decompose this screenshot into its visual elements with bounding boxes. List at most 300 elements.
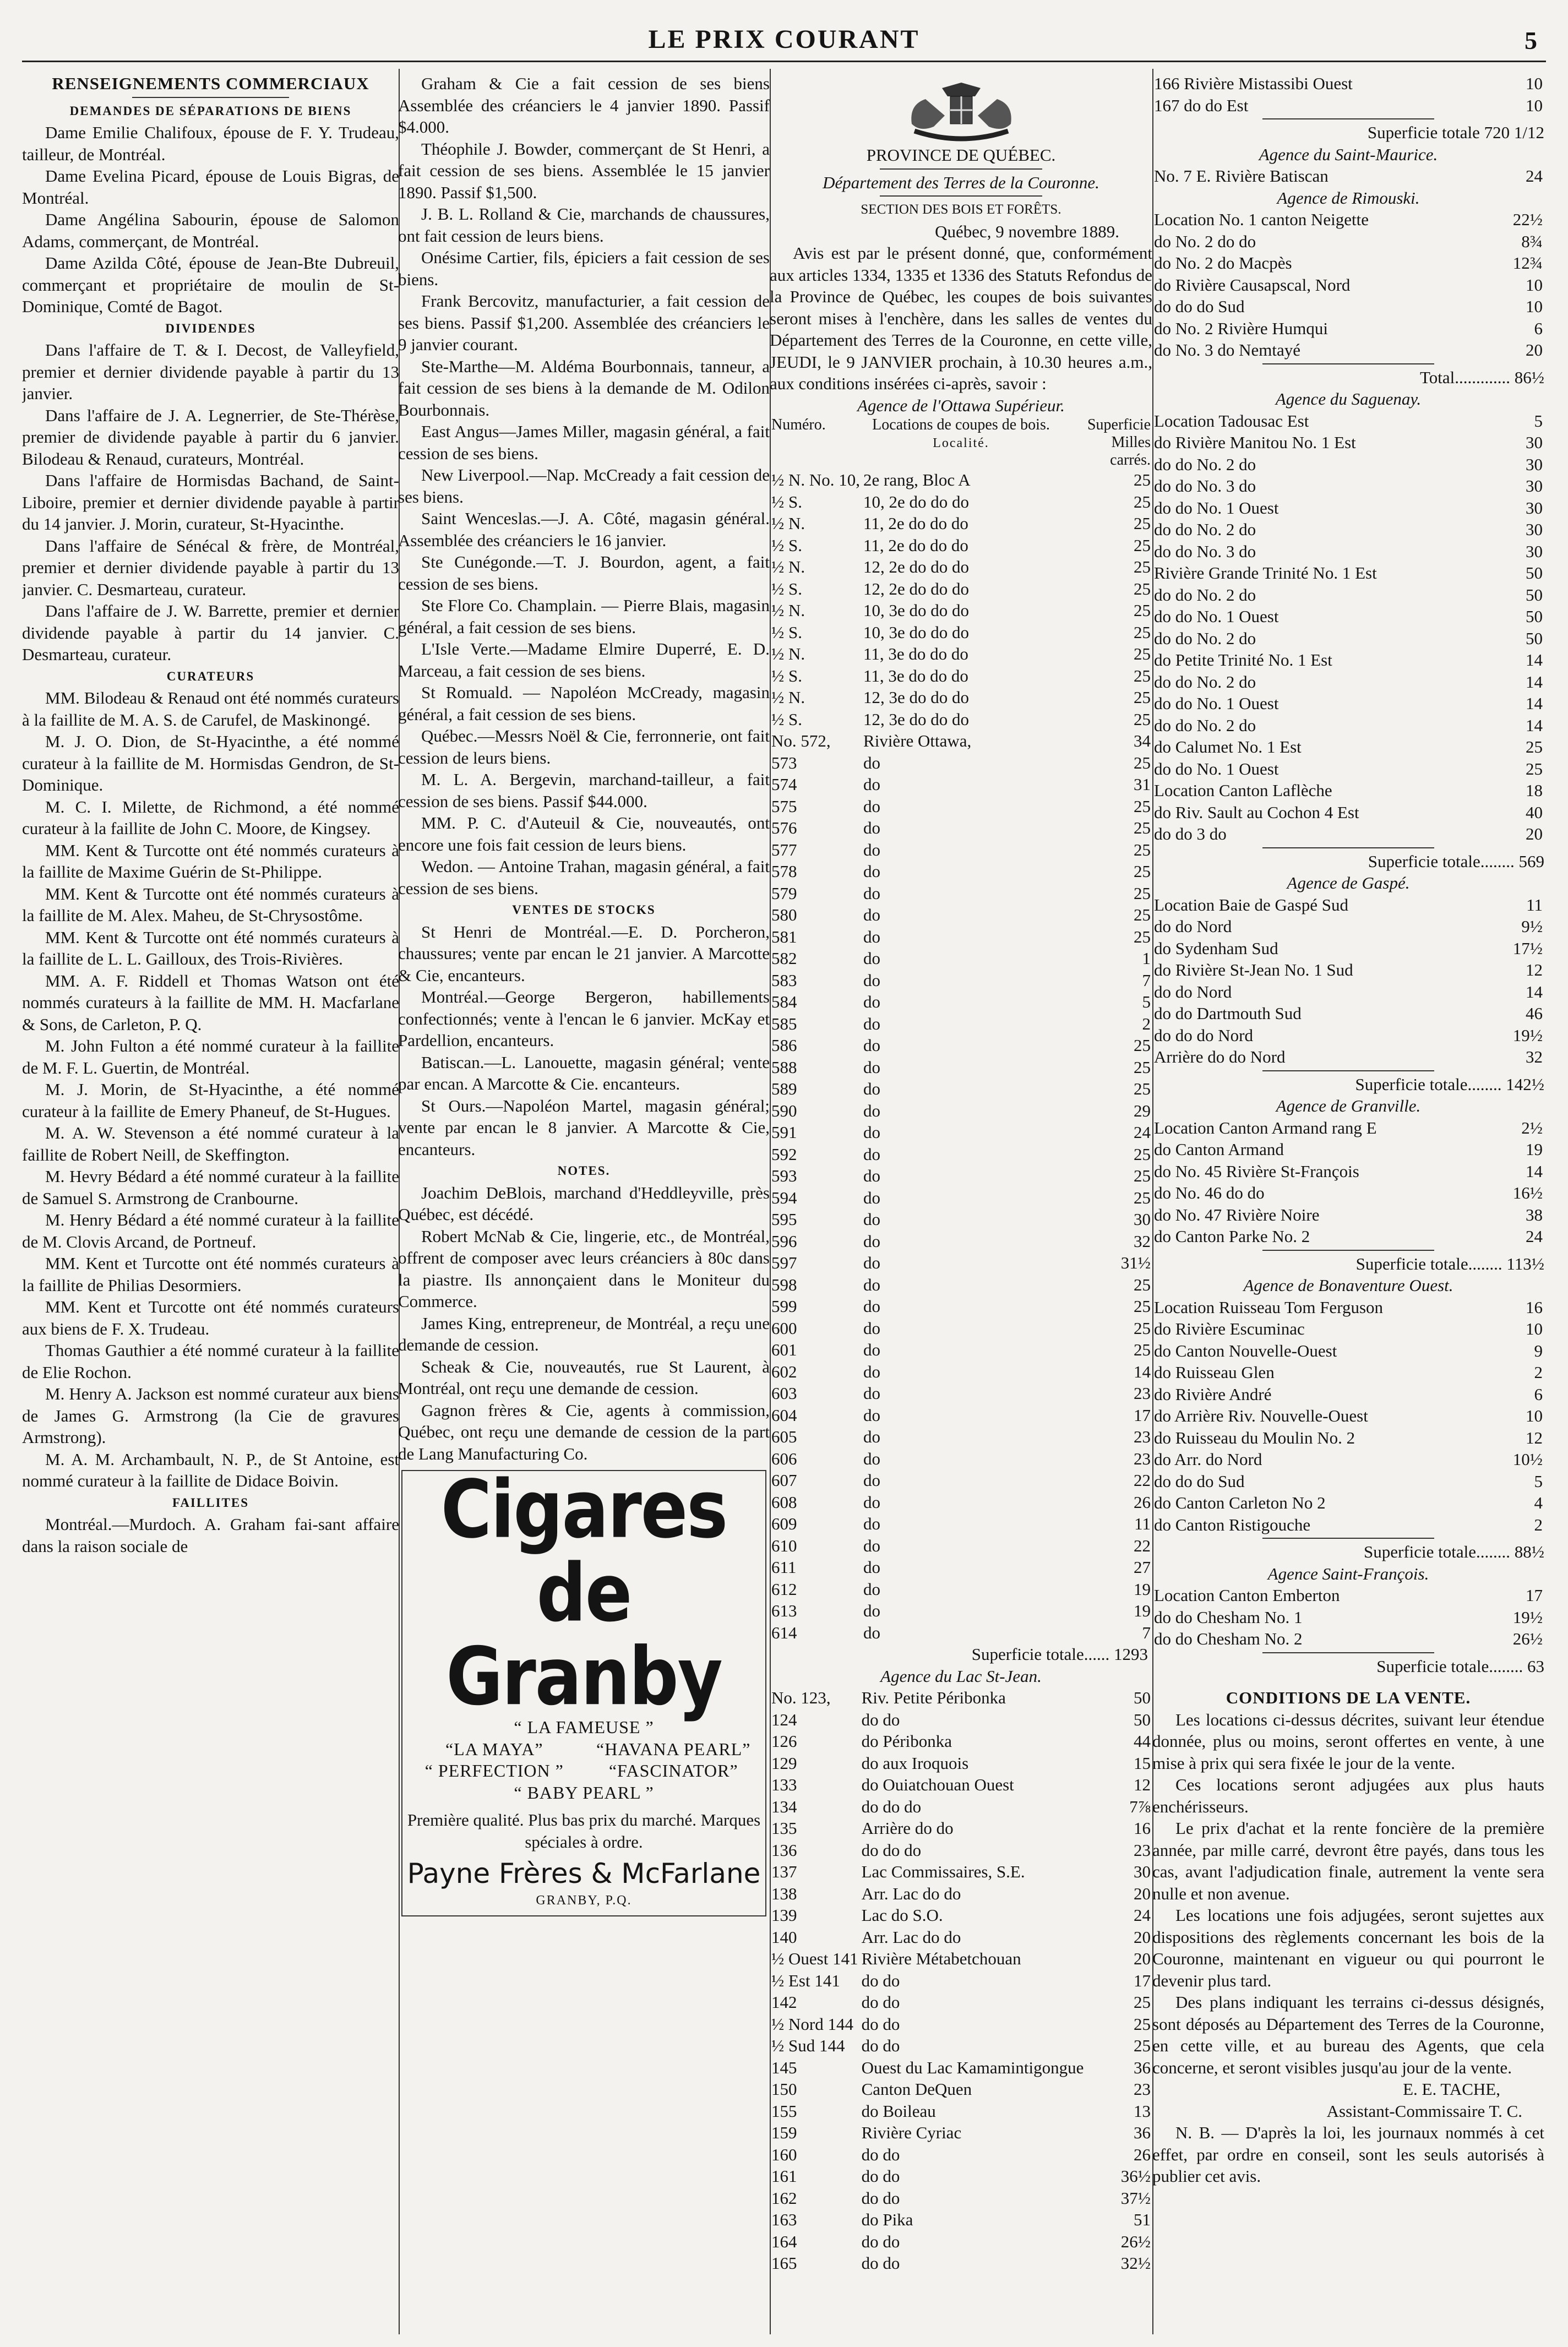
table-row: [1152, 628, 1544, 650]
table-cell: 22: [1134, 1471, 1151, 1490]
table-cell: 30: [1526, 433, 1543, 452]
table-row: [770, 1143, 1152, 1166]
separation-entry: Dame Evelina Picard, épouse de Louis Bigras, de Montréal.: [22, 166, 399, 208]
nb-text: N. B. — D'après la loi, les journaux nommés à cet effet, par ordre en conseil, sont les seuls autorisés à publier cet avis.: [1152, 2123, 1544, 2186]
table-cell: 164: [771, 2231, 797, 2251]
table-row: [1152, 1362, 1544, 1384]
table-row: [770, 1709, 1152, 1731]
dividend-entry: Dans l'affaire de Hormisdas Bachand, de Saint-Liboire, premier et dernier dividende payable à partir du 14 janvier. J. Morin, curateur, St-Hyacinthe.: [22, 471, 399, 533]
table-cell: 23: [1134, 1427, 1151, 1446]
table-cell: do Arrière Riv. Nouvelle-Ouest: [1154, 1406, 1368, 1425]
curator-entry: MM. Kent & Turcotte ont été nommés curateurs à la faillite de L. L. Gailloux, des Trois-Rivières.: [22, 927, 399, 968]
bonaventure-table: [1152, 1297, 1544, 1536]
table-cell: 19½: [1512, 1025, 1543, 1045]
notice-text: Avis est par le présent donné, que, conformément aux articles 1334, 1335 et 1336 des Statuts Refondus de la Province de Québec, les coupes de bois suivantes seront mises à l'enchère, dans les salles de ventes du Département des Terres de la Couronne, en cette ville, JEUDI, le 9 JANVIER prochain, à 10.30 heures a.m., aux conditions insérées ci-après, savoir :: [770, 243, 1152, 393]
table-row: [770, 578, 1152, 600]
table-row: [770, 1382, 1152, 1404]
curators-list: [22, 687, 399, 1492]
table-cell: do: [863, 840, 881, 859]
table-header: [770, 416, 1152, 469]
table-cell: do do No. 2 do: [1154, 585, 1256, 605]
stock-sale-entry: Montréal.—George Bergeron, habillements confectionnés; vente à l'encan le 6 janvier. McKay et Pardellion, encanteurs.: [398, 987, 770, 1050]
table-cell: Rivière Cyriac: [861, 2123, 962, 2142]
granville-table: [1152, 1117, 1544, 1248]
table-cell: 26½: [1120, 2231, 1151, 2251]
curator-entry: M. Hevry Bédard a été nommé curateur à la faillite de Samuel S. Armstrong de Cranbourne.: [22, 1167, 399, 1208]
table-cell: do Pika: [861, 2210, 913, 2229]
table-cell: do: [863, 1057, 881, 1077]
table-cell: do: [863, 862, 881, 881]
table-row: [1152, 938, 1544, 960]
table-cell: 25: [1134, 1188, 1151, 1207]
table-row: [1152, 1003, 1544, 1025]
table-row: [770, 774, 1152, 796]
table-row: [770, 1165, 1152, 1187]
table-cell: do: [863, 1166, 881, 1185]
condition-entry: Des plans indiquant les terrains ci-dessus désignés, sont déposés au Département des Terres de la Couronne, en cette ville, et au bureau des Agents, que cela concerne, et seront visibles jusqu'au jour de la vente.: [1152, 1992, 1544, 2077]
table-cell: 11, 2e do do do: [863, 514, 968, 533]
cigar-advertisement: [401, 1463, 766, 1916]
table-cell: do do No. 2 do: [1154, 454, 1256, 474]
table-cell: do: [863, 949, 881, 968]
table-cell: 14: [1134, 1362, 1151, 1381]
table-cell: 23: [1134, 1840, 1151, 1860]
table-cell: do: [863, 1558, 881, 1577]
table-cell: 20: [1134, 1927, 1151, 1947]
table-cell: 14: [1526, 650, 1543, 669]
table-cell: do Boileau: [861, 2101, 936, 2121]
table-row: [770, 1187, 1152, 1209]
ottawa-table: [770, 469, 1152, 1643]
table-cell: do: [863, 1144, 881, 1164]
table-cell: 11: [1134, 1514, 1151, 1533]
table-cell: do do Nord: [1154, 982, 1232, 1001]
table-row: [1152, 959, 1544, 981]
table-cell: ½ Ouest 141: [771, 1949, 858, 1968]
table-row: [1152, 274, 1544, 296]
subsection-heading: VENTES DE STOCKS: [512, 903, 656, 917]
table-cell: do: [863, 1514, 881, 1533]
table-cell: 17½: [1512, 938, 1543, 958]
table-row: [770, 883, 1152, 905]
table-cell: do: [863, 992, 881, 1011]
table-cell: 25: [1134, 492, 1151, 511]
table-cell: 10: [1526, 95, 1543, 115]
divider: [132, 97, 289, 98]
table-cell: 46: [1526, 1004, 1543, 1023]
newspaper-title: LE PRIX COURANT: [648, 25, 920, 54]
table-row: [1152, 1297, 1544, 1319]
table-cell: 610: [771, 1535, 797, 1555]
table-cell: 602: [771, 1362, 797, 1381]
cession-entry: Graham & Cie a fait cession de ses biens Assemblée des créanciers le 4 janvier 1890. Passif $4.000.: [398, 74, 770, 137]
agency-title: Agence du Saguenay.: [1275, 389, 1422, 409]
table-row: [770, 2231, 1152, 2253]
table-cell: do do 3 do: [1154, 824, 1227, 843]
coat-of-arms-icon: [892, 77, 1030, 143]
table-cell: 11, 2e do do do: [863, 535, 968, 555]
table-row: [1152, 519, 1544, 541]
table-row: [1152, 1117, 1544, 1139]
table-row: [770, 1361, 1152, 1383]
table-cell: 12¾: [1512, 253, 1543, 273]
curator-entry: M. Henry A. Jackson est nommé curateur aux biens de James G. Armstrong (la Cie de gravures Armstrong).: [22, 1384, 399, 1447]
table-row: [770, 1861, 1152, 1883]
dividends-list: [22, 339, 399, 666]
table-cell: 25: [1134, 883, 1151, 903]
table-cell: ½ S.: [771, 709, 802, 729]
table-row: [770, 2078, 1152, 2100]
table-cell: 24: [1526, 166, 1543, 186]
failures-list: [22, 1513, 399, 1557]
cession-entry: Saint Wenceslas.—J. A. Côté, magasin général. Assemblée des créanciers le 16 janvier.: [398, 509, 770, 550]
table-row: [770, 2100, 1152, 2122]
dividend-entry: Dans l'affaire de J. W. Barrette, premier et dernier dividende payable à partir du 14 janvier. C. Desmarteau, curateur.: [22, 601, 399, 664]
table-cell: do: [863, 753, 881, 772]
curator-entry: M. J. Morin, de St-Hyacinthe, a été nommé curateur à la faillite de Emery Phaneuf, de St-Hugues.: [22, 1080, 399, 1121]
table-row: [770, 2187, 1152, 2209]
table-cell: 25: [1134, 1992, 1151, 2012]
table-row: [770, 1687, 1152, 1709]
table-cell: 155: [771, 2101, 797, 2121]
table-cell: do: [863, 1123, 881, 1142]
agency-title: Agence de Bonaventure Ouest.: [1243, 1276, 1453, 1295]
table-cell: Rivière Métabetchouan: [861, 1949, 1021, 1968]
table-cell: 25: [1134, 514, 1151, 533]
table-cell: 40: [1526, 802, 1543, 822]
table-cell: 12, 3e do do do: [863, 688, 970, 707]
cession-entry: J. B. L. Rolland & Cie, marchands de chaussures, ont fait cession de leurs biens.: [398, 204, 770, 246]
table-cell: 25: [1134, 840, 1151, 859]
table-cell: 24: [1526, 1227, 1543, 1246]
table-cell: do: [863, 883, 881, 903]
table-cell: 37½: [1120, 2188, 1151, 2208]
notes-list: [398, 1182, 770, 1465]
curator-entry: M. J. O. Dion, de St-Hyacinthe, a été nommé curateur à la faillite de M. Hormisdas Gendron, de St-Dominique.: [22, 732, 399, 794]
table-row: [1152, 1427, 1544, 1449]
table-cell: ½ S.: [771, 666, 802, 685]
table-row: [1152, 916, 1544, 938]
conditions-heading: CONDITIONS DE LA VENTE.: [1226, 1688, 1471, 1707]
table-cell: 24: [1134, 1123, 1151, 1142]
table-cell: 25: [1134, 1144, 1151, 1164]
cession-entry: Wedon. — Antoine Trahan, magasin général, a fait cession de ses biens.: [398, 857, 770, 898]
table-row: [770, 2013, 1152, 2035]
table-cell: 167 do do Est: [1154, 95, 1249, 115]
table-row: [770, 643, 1152, 665]
table-cell: 582: [771, 949, 797, 968]
table-cell: 50: [1526, 607, 1543, 626]
table-row: [770, 1057, 1152, 1079]
table-row: [1152, 339, 1544, 361]
agency-title: Agence Saint-François.: [1267, 1564, 1429, 1583]
table-cell: do do No. 2 do: [1154, 628, 1256, 648]
curator-entry: MM. Kent et Turcotte ont été nommés curateurs aux biens de F. X. Trudeau.: [22, 1297, 399, 1338]
table-cell: 9: [1534, 1341, 1543, 1360]
table-cell: Location Canton Armand rang E: [1154, 1118, 1377, 1137]
table-cell: 12: [1526, 1428, 1543, 1447]
table-cell: 12, 3e do do do: [863, 709, 970, 729]
table-cell: 10: [1526, 74, 1543, 93]
agency-title: Agence de l'Ottawa Supérieur.: [857, 395, 1065, 415]
table-row: [770, 1295, 1152, 1317]
cession-entry: Frank Bercovitz, manufacturier, a fait cession de ses biens. Passif $1,200. Assemblée des créanciers le 9 janvier courant.: [398, 291, 770, 354]
table-row: [770, 1100, 1152, 1122]
column-timber-auction-cont: [1152, 73, 1544, 2335]
table-cell: 166 Rivière Mistassibi Ouest: [1154, 74, 1353, 93]
table-cell: Ouest du Lac Kamamintigongue: [861, 2057, 1084, 2077]
dateline: Québec, 9 novembre 1889.: [935, 221, 1119, 241]
column-notices: [398, 73, 770, 2335]
separation-entry: Dame Azilda Côté, épouse de Jean-Bte Dubreuil, commerçant et propriétaire de moulin de St-Dominique, Comté de Bagot.: [22, 253, 399, 316]
table-cell: do: [863, 1601, 881, 1620]
subsection-heading: FAILLITES: [172, 1495, 249, 1510]
table-cell: 44: [1134, 1731, 1151, 1751]
divider: [1262, 1070, 1434, 1071]
table-cell: 579: [771, 883, 797, 903]
divider: [1262, 1652, 1434, 1653]
table-cell: 138: [771, 1883, 797, 1903]
table-row: [1152, 1161, 1544, 1183]
signer-title: Assistant-Commissaire T. C.: [1326, 2101, 1522, 2121]
table-cell: 16: [1134, 1818, 1151, 1838]
stock-sale-entry: St Henri de Montréal.—E. D. Porcheron, chaussures; vente par encan le 21 janvier. A Marcotte & Cie, encanteurs.: [398, 922, 770, 985]
curator-entry: MM. Kent & Turcotte ont été nommés curateurs à la faillite de Maxime Guérin de St-Philippe.: [22, 840, 399, 881]
table-cell: 25: [1134, 753, 1151, 772]
table-cell: do Rivière André: [1154, 1384, 1272, 1404]
table-cell: 20: [1134, 1949, 1151, 1968]
table-cell: do: [863, 1297, 881, 1316]
table-cell: do do No. 2 do: [1154, 715, 1256, 735]
table-cell: 30: [1134, 1210, 1151, 1229]
table-row: [1152, 1514, 1544, 1536]
table-cell: 577: [771, 840, 797, 859]
table-cell: Rivière Ottawa,: [863, 731, 972, 750]
table-cell: 14: [1526, 982, 1543, 1001]
table-cell: 10: [1526, 275, 1543, 295]
table-cell: No. 123,: [771, 1688, 831, 1707]
note-entry: Gagnon frères & Cie, agents à commission, Québec, ont reçu une demande de cession de la part de Lang Manufacturing Co.: [398, 1400, 770, 1463]
divider: [880, 195, 1042, 197]
table-row: [1152, 1340, 1544, 1362]
table-row: [1152, 1449, 1544, 1471]
table-row: [770, 513, 1152, 535]
table-cell: ½ Sud 144: [771, 2036, 845, 2055]
province-title: PROVINCE DE QUÉBEC.: [866, 145, 1056, 165]
table-cell: 578: [771, 862, 797, 881]
curator-entry: M. C. I. Milette, de Richmond, a été nommé curateur à la faillite de John C. Moore, de Kingsey.: [22, 797, 399, 838]
table-cell: do do Chesham No. 1: [1154, 1607, 1303, 1627]
table-cell: 25: [1134, 796, 1151, 816]
table-cell: 612: [771, 1579, 797, 1599]
table-cell: do: [863, 1622, 881, 1642]
cession-entry: L'Isle Verte.—Madame Elmire Duperré, E. D. Marceau, a fait cession de ses biens.: [398, 639, 770, 680]
table-cell: 25: [1134, 535, 1151, 555]
table-cell: 50: [1134, 1709, 1151, 1729]
table-cell: 10, 2e do do do: [863, 492, 970, 511]
table-cell: 25: [1134, 1036, 1151, 1055]
table-row: [770, 1730, 1152, 1752]
table-cell: do do do: [861, 1840, 922, 1860]
table-cell: 607: [771, 1471, 797, 1490]
table-cell: 10½: [1512, 1450, 1543, 1469]
table-row: [770, 904, 1152, 926]
table-cell: 25: [1134, 1340, 1151, 1359]
table-row: [770, 1578, 1152, 1600]
table-cell: 160: [771, 2144, 797, 2164]
table-row: [1152, 649, 1544, 671]
table-row: [770, 2122, 1152, 2144]
table-row: [770, 1491, 1152, 1513]
table-cell: do aux Iroquois: [861, 1753, 969, 1773]
note-entry: James King, entrepreneur, de Montréal, a reçu une demande de cession.: [398, 1313, 770, 1354]
condition-entry: Les locations ci-dessus décrites, suivant leur étendue donnée, plus ou moins, seront offertes en vente, à une mise à prix qui sera fixée le jour de la vente.: [1152, 1709, 1544, 1773]
cession-entry: M. L. A. Bergevin, marchand-tailleur, a fait cession de ses biens. Passif $44.000.: [398, 770, 770, 811]
total-line: Superficie totale........ 63: [1376, 1656, 1544, 1676]
separation-entry: Dame Emilie Chalifoux, épouse de F. Y. Trudeau, tailleur, de Montréal.: [22, 123, 399, 164]
table-cell: do: [863, 775, 881, 794]
table-cell: 580: [771, 905, 797, 924]
table-cell: 25: [1134, 1297, 1151, 1316]
table-cell: 31: [1134, 775, 1151, 794]
table-row: [770, 1426, 1152, 1448]
table-cell: do do No. 2 do: [1154, 520, 1256, 539]
table-cell: 10, 3e do do do: [863, 622, 970, 642]
table-row: [770, 1622, 1152, 1644]
column-header-area: Superficie Milles carrés.: [1087, 416, 1151, 469]
table-cell: 1: [1142, 949, 1151, 968]
table-row: [1152, 73, 1544, 95]
table-row: [1152, 1405, 1544, 1427]
table-row: [1152, 584, 1544, 606]
table-cell: 574: [771, 775, 797, 794]
table-row: [770, 1796, 1152, 1818]
table-cell: ½ N.: [771, 514, 805, 533]
table-cell: do: [863, 1384, 881, 1403]
table-cell: 129: [771, 1753, 797, 1773]
table-cell: 50: [1526, 585, 1543, 605]
table-row: [1152, 410, 1544, 432]
divider: [1262, 847, 1434, 848]
table-row: [770, 1600, 1152, 1622]
table-cell: do do do: [861, 1796, 922, 1816]
table-cell: do do No. 3 do: [1154, 541, 1256, 561]
table-cell: 26: [1134, 2144, 1151, 2164]
table-cell: 19½: [1512, 1607, 1543, 1627]
table-cell: 25: [1526, 737, 1543, 756]
table-cell: 16½: [1512, 1183, 1543, 1202]
separations-list: [22, 122, 399, 318]
table-cell: do: [863, 1449, 881, 1468]
table-row: [770, 1774, 1152, 1796]
table-cell: do do: [861, 2253, 900, 2273]
table-cell: 140: [771, 1927, 797, 1947]
table-cell: 583: [771, 970, 797, 990]
table-cell: do Canton Ristigouche: [1154, 1515, 1311, 1534]
table-cell: Location Tadousac Est: [1154, 411, 1309, 431]
ad-place: GRANBY, P.Q.: [536, 1893, 632, 1908]
table-row: [1152, 475, 1544, 497]
table-cell: do: [863, 1079, 881, 1098]
table-cell: 36: [1134, 2123, 1151, 2142]
table-cell: 9½: [1521, 917, 1543, 936]
cession-entry: Ste Flore Co. Champlain. — Pierre Blais, magasin général, a fait cession de ses biens.: [398, 596, 770, 637]
curator-entry: M. A. M. Archambault, N. P., de St Antoine, est nommé curateur à la faillite de Didace Boivin.: [22, 1449, 399, 1490]
table-cell: Lac Commissaires, S.E.: [861, 1862, 1025, 1881]
table-row: [1152, 432, 1544, 454]
table-row: [770, 861, 1152, 883]
table-row: [1152, 1607, 1544, 1629]
table-row: [770, 1078, 1152, 1100]
table-cell: 133: [771, 1775, 797, 1794]
table-cell: 25: [1526, 759, 1543, 778]
table-row: [770, 2252, 1152, 2274]
table-cell: 585: [771, 1014, 797, 1033]
table-cell: ½ Est 141: [771, 1970, 840, 1990]
maurice-table: [1152, 165, 1544, 187]
table-cell: do do do Sud: [1154, 297, 1245, 316]
table-cell: do: [863, 1535, 881, 1555]
table-cell: 24: [1134, 1905, 1151, 1925]
table-cell: 25: [1134, 905, 1151, 924]
table-cell: 25: [1134, 1057, 1151, 1077]
table-cell: 5: [1142, 992, 1151, 1011]
table-cell: do Arr. do Nord: [1154, 1450, 1262, 1469]
table-cell: 22½: [1512, 210, 1543, 229]
table-cell: 7⅞: [1129, 1796, 1151, 1816]
cessions-list: [398, 73, 770, 899]
table-row: [1152, 693, 1544, 715]
table-cell: do Ruisseau Glen: [1154, 1363, 1275, 1382]
subsection-heading: NOTES.: [557, 1164, 611, 1178]
table-cell: 32½: [1120, 2253, 1151, 2273]
ad-brand: “ LA FAMEUSE ”: [514, 1717, 654, 1737]
table-cell: 614: [771, 1622, 797, 1642]
table-cell: do: [863, 1036, 881, 1055]
table-row: [1152, 758, 1544, 780]
total-line: Superficie totale...... 1293: [971, 1644, 1148, 1664]
table-cell: 142: [771, 1992, 797, 2012]
table-cell: 594: [771, 1188, 797, 1207]
table-cell: 6: [1534, 318, 1543, 338]
table-cell: 590: [771, 1101, 797, 1120]
table-cell: 16: [1526, 1297, 1543, 1317]
table-cell: 605: [771, 1427, 797, 1446]
table-row: [1152, 1226, 1544, 1248]
curator-entry: MM. A. F. Riddell et Thomas Watson ont été nommés curateurs à la faillite de MM. H. Macfarlane & Sons, de Carleton, P. Q.: [22, 971, 399, 1034]
cession-entry: Québec.—Messrs Noël & Cie, ferronnerie, ont fait cession de leurs biens.: [398, 726, 770, 767]
table-cell: 31½: [1120, 1253, 1151, 1272]
table-cell: 14: [1526, 715, 1543, 735]
table-row: [1152, 296, 1544, 318]
table-row: [1152, 318, 1544, 340]
table-cell: 613: [771, 1601, 797, 1620]
table-cell: 10: [1526, 1319, 1543, 1338]
table-cell: 2: [1534, 1363, 1543, 1382]
note-entry: Robert McNab & Cie, lingerie, etc., de Montréal, offrent de composer avec leurs créanciers à 80c dans la piastre. Ils annonçaient dans le Moniteur du Commerce.: [398, 1226, 770, 1311]
table-row: [770, 1252, 1152, 1274]
table-cell: 20: [1134, 1883, 1151, 1903]
table-cell: 25: [1134, 709, 1151, 729]
table-cell: 14: [1526, 1161, 1543, 1181]
saguenay-table: [1152, 410, 1544, 845]
table-row: [770, 1230, 1152, 1253]
table-cell: 2½: [1521, 1118, 1543, 1137]
table-cell: do: [863, 1101, 881, 1120]
table-row: [770, 535, 1152, 557]
curator-entry: MM. Kent et Turcotte ont été nommés curateurs à la faillite de Philias Desormiers.: [22, 1254, 399, 1295]
table-cell: 573: [771, 753, 797, 772]
